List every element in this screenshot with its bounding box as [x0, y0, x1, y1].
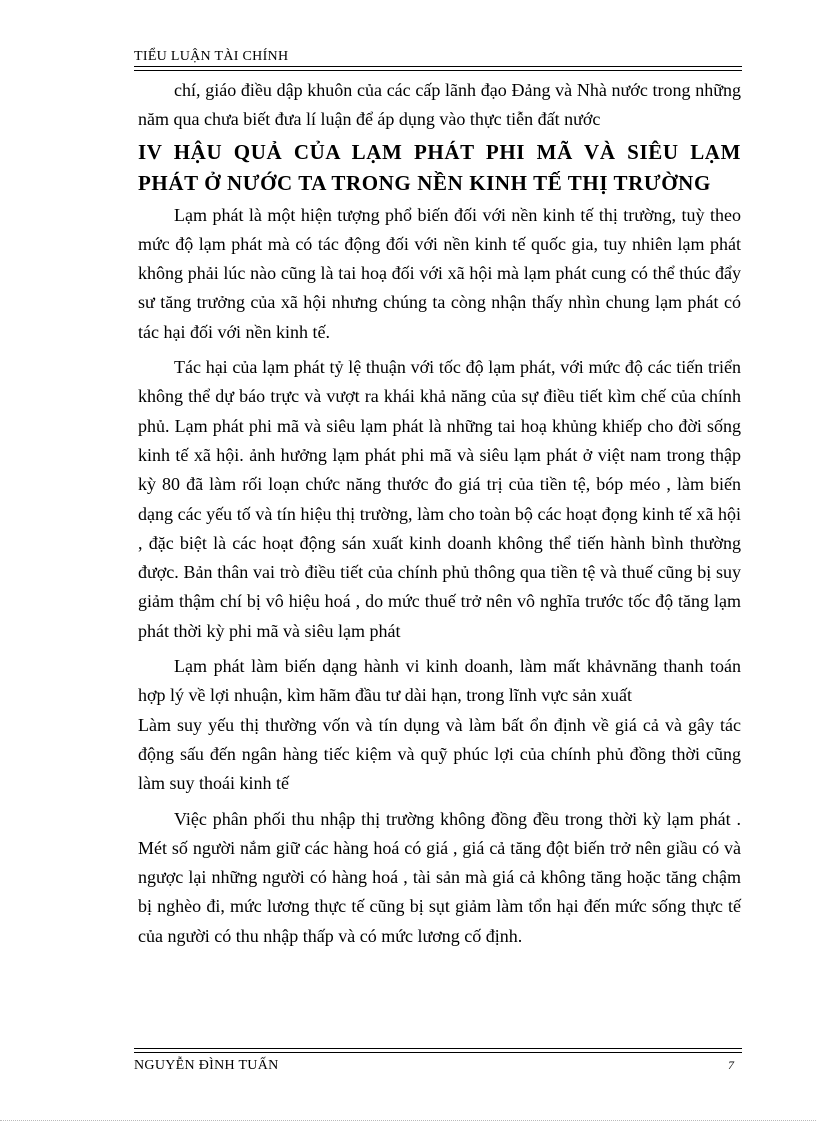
footer-author: NGUYỄN ĐÌNH TUẤN: [134, 1058, 279, 1073]
intro-paragraph: chí, giáo điều dập khuôn của các cấp lãnh đạo Đảng và Nhà nước trong những năm qua chưa biết đưa lí luận để áp dụng vào thực tiễn đất nước: [138, 80, 741, 130]
paragraph-5: Việc phân phối thu nhập thị trường không đồng đều trong thời kỳ lạm phát . Mét số người nắm giữ các hàng hoá có giá , giá cả tăng đột biến trở nên giầu có và ngược lại những người có hàng hoá , tài sản mà giá cả không tăng hoặc tăng chậm bị nghèo đi, mức lương thực tế cũng bị sụt giảm làm tổn hại đến mức sống thực tế của người có thu nhập thấp và có mức lương cố định.: [138, 808, 741, 946]
page-number: 7: [728, 1058, 734, 1072]
paragraph-4: Làm suy yếu thị thường vốn và tín dụng và làm bất ổn định về giá cả và gây tác động sấu đến ngân hàng tiếc kiệm và quỹ phúc lợi của chính phủ đồng thời cũng làm suy thoái kinh tế: [138, 714, 741, 794]
section-heading: IV HẬU QUẢ CỦA LẠM PHÁT PHI MÃ VÀ SIÊU LẠM PHÁT Ở NƯỚC TA TRONG NỀN KINH TẾ THỊ TRƯỜNG: [138, 139, 741, 195]
running-header: [134, 49, 742, 67]
header-title: TIỂU LUẬN TÀI CHÍNH: [134, 49, 289, 64]
paragraph-3: Lạm phát làm biến dạng hành vi kinh doanh, làm mất khảvnăng thanh toán hợp lý về lợi nhuận, kìm hãm đầu tư dài hạn, trong lĩnh vực sản xuất: [138, 656, 741, 706]
header-rule: [134, 66, 742, 71]
paragraph-2: Tác hại của lạm phát tỷ lệ thuận với tốc độ lạm phát, với mức độ các tiến triển không thể dự báo trực và vượt ra khái khả năng của sự điều tiết kìm chế của chính phủ. Lạm phát phi mã và siêu lạm phát là những tai hoạ khủng khiếp cho đời sống kinh tế xã hội. ảnh hưởng lạm phát phi mã và siêu lạm phát ở việt nam trong thập kỳ 80 đã làm rối loạn chức năng thước đo giá trị của tiền tệ, bóp méo , làm biến dạng các yếu tố và tín hiệu thị trường, làm cho toàn bộ các hoạt đọng kinh tế xã hội , đặc biệt là các hoạt động sán xuất kinh doanh không thể tiến hành bình thường được. Bản thân vai trò điều tiết của chính phủ thông qua tiền tệ và thuế cũng bị suy giảm thậm chí bị vô hiệu hoá , do mức thuế trở nên vô nghĩa trước tốc độ tăng lạm phát thời kỳ phi mã và siêu lạm phát: [138, 357, 741, 641]
page-edge-divider: [0, 1120, 816, 1121]
footer-rule: [134, 1048, 742, 1053]
body-content: [138, 76, 741, 951]
paragraph-1: Lạm phát là một hiện tượng phổ biến đối với nền kinh tế thị trường, tuỳ theo mức độ lạm phát mà có tác động đối với nền kinh tế quốc gia, tuy nhiên lạm phát không phải lúc nào cũng là tai hoạ đối với xã hội mà lạm phát cung có thể thúc đẩy sư tăng trưởng của xã hội nhưng chúng ta còng nhận thấy nhìn chung lạm phát có tác hại đối với nền kinh tế.: [138, 204, 741, 342]
